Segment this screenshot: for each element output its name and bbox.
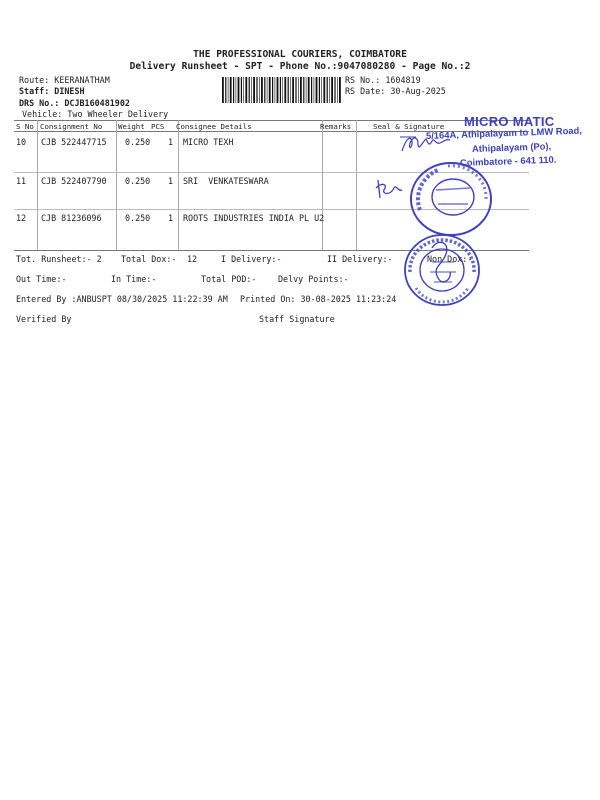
- col-divider: [322, 120, 323, 250]
- row-consignment: CJB 522447715: [41, 137, 107, 147]
- route-label: Route: KEERANATHAM: [19, 75, 110, 85]
- col-header-pcs: PCS: [151, 122, 165, 131]
- in-time: In Time:-: [111, 274, 157, 284]
- stamp-address-line2: Athipalayam (Po),: [471, 140, 552, 154]
- rs-number: RS No.: 1604819: [345, 75, 421, 85]
- handwritten-signature: [372, 176, 408, 202]
- verified-by: Verified By: [16, 314, 72, 324]
- round-seal-stamp: [408, 160, 494, 238]
- non-dox: Non Dox:-: [427, 254, 473, 264]
- col-divider: [37, 120, 38, 250]
- row-weight: 0.250: [125, 137, 151, 147]
- col-header-consignee: Consignee Details: [176, 122, 252, 131]
- delvy-points: Delvy Points:-: [278, 274, 349, 284]
- col-divider: [178, 120, 179, 250]
- col-header-sno: S No: [16, 122, 34, 131]
- entered-by: Entered By :ANBUSPT 08/30/2025 11:22:39 AM: [16, 294, 228, 304]
- stamp-address-line3: Coimbatore - 641 110.: [459, 153, 557, 168]
- handwritten-signature: [398, 131, 454, 157]
- row-consignee: MICRO TEXH: [183, 137, 234, 147]
- row-consignment: CJB 522407790: [41, 176, 107, 186]
- row-sno: 11: [16, 176, 27, 186]
- table-top-rule: [14, 120, 529, 121]
- col-divider: [116, 120, 117, 250]
- row-pcs: 1: [168, 137, 174, 147]
- rs-date: RS Date: 30-Aug-2025: [345, 86, 446, 96]
- row-pcs: 1: [168, 213, 174, 223]
- col-header-seal: Seal & Signature: [373, 122, 445, 131]
- row-weight: 0.250: [125, 176, 151, 186]
- drs-number: DRS No.: DCJB160481902: [19, 98, 130, 108]
- stamp-company-name: MICRO MATIC: [464, 114, 555, 129]
- round-seal-stamp: [402, 232, 482, 308]
- i-delivery: I Delivery:-: [221, 254, 282, 264]
- staff-label: Staff: DINESH: [19, 86, 85, 96]
- row-pcs: 1: [168, 176, 174, 186]
- runsheet-subtitle: Delivery Runsheet - SPT - Phone No.:9047080280 - Page No.:2: [129, 61, 471, 72]
- row-sno: 10: [16, 137, 27, 147]
- total-dox-label: Total Dox:-: [121, 254, 177, 264]
- out-time: Out Time:-: [16, 274, 67, 284]
- barcode-image: [222, 77, 342, 103]
- row-consignment: CJB 81236096: [41, 213, 102, 223]
- col-header-weight: Weight: [118, 122, 145, 131]
- total-dox-value: 12: [187, 254, 198, 264]
- ii-delivery: II Delivery:-: [327, 254, 393, 264]
- company-title: THE PROFESSIONAL COURIERS, COIMBATORE: [193, 49, 407, 60]
- printed-on: Printed On: 30-08-2025 11:23:24: [240, 294, 397, 304]
- total-pod: Total POD:-: [201, 274, 257, 284]
- row-sno: 12: [16, 213, 27, 223]
- row-consignee: ROOTS INDUSTRIES INDIA PL U2: [183, 213, 325, 223]
- staff-signature: Staff Signature: [259, 314, 335, 324]
- row-consignee: SRI VENKATESWARA: [183, 176, 269, 186]
- col-header-consignment: Consignment No: [40, 122, 103, 131]
- tot-runsheet: Tot. Runsheet:- 2: [16, 254, 102, 264]
- row-weight: 0.250: [125, 213, 151, 223]
- col-header-remarks: Remarks: [320, 122, 352, 131]
- vehicle-label: Vehicle: Two Wheeler Delivery: [22, 109, 169, 119]
- col-divider: [356, 120, 357, 250]
- stamp-address-line1: 5/164A, Athipalayam to LMW Road,: [425, 124, 583, 141]
